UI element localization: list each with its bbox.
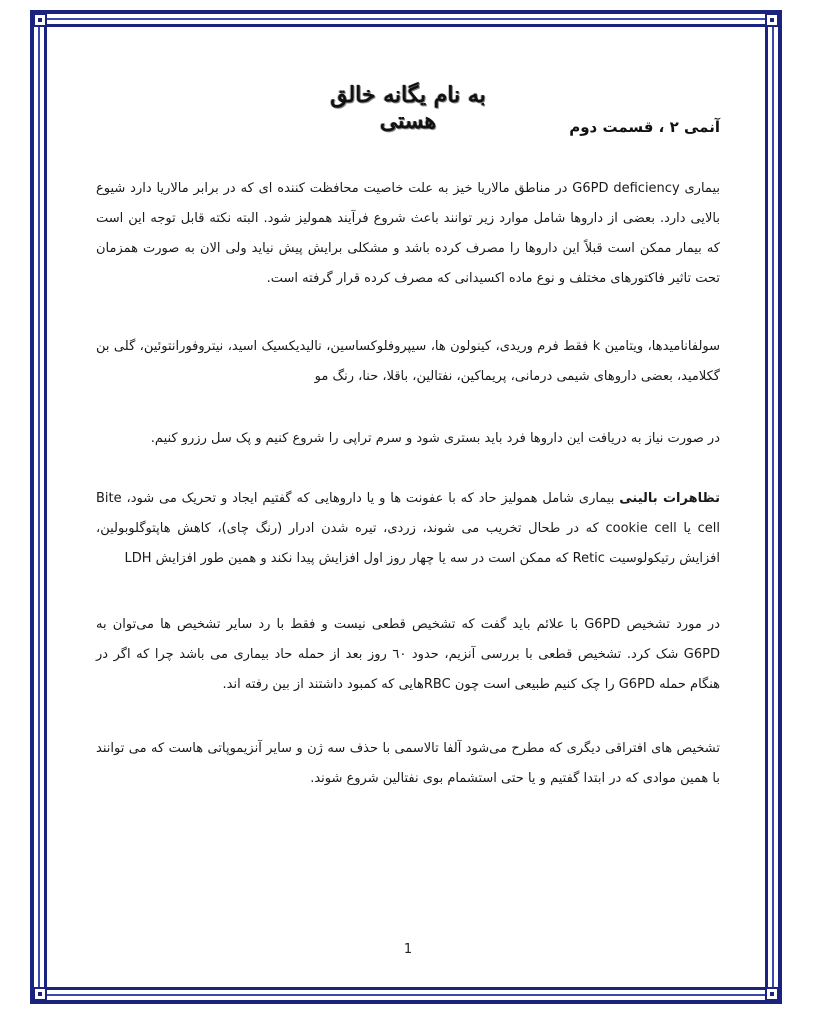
clinical-manifestations-label: تظاهرات بالینی bbox=[619, 491, 721, 506]
paragraph-clinical-manifestations bbox=[96, 484, 720, 574]
bismillah-heading: به نام یگانه خالق هستی bbox=[330, 82, 486, 134]
corner-ornament-top-left bbox=[33, 13, 47, 27]
paragraph-differential-diagnosis: تشخیص های افتراقی دیگری که مطرح می‌شود آلفا تالاسمی با حذف سه ژن و سایر آنزیموپاتی هاست که می توانند با همین موادی که در ابتدا گفتیم و یا حتی استشمام بوی نفتالین شروع شوند. bbox=[96, 741, 720, 786]
corner-ornament-top-right bbox=[765, 13, 779, 27]
document-subtitle: آنمی ۲ ، قسمت دوم bbox=[569, 118, 720, 136]
page-number: 1 bbox=[403, 942, 413, 957]
paragraph-admission-note: در صورت نیاز به دریافت این داروها فرد باید بستری شود و سرم تراپی را شروع کنیم و پک سل رزرو کنیم. bbox=[150, 431, 720, 446]
paragraph-diagnosis: در مورد تشخیص G6PD با علائم باید گفت که تشخیص قطعی نیست و فقط با رد سایر تشخیص ها می‌توان به G6PD شک کرد. تشخیص قطعی با بررسی آنزیم، حدود ٦٠ روز بعد از حمله حاد بیماری می باشد چرا که اگر در هنگام حمله G6PD را چک کنیم طبیعی است چون RBCهایی که کمبود داشتند از بین رفته اند. bbox=[96, 617, 720, 692]
corner-ornament-bottom-right bbox=[765, 987, 779, 1001]
paragraph-drug-list: سولفانامیدها، ویتامین k فقط فرم وریدی، کینولون ها، سیپروفلوکساسین، نالیدیکسیک اسید، نیتروفورانتوئین، گلی بن گکلامید، بعضی داروهای شیمی درمانی، پریماکین، نفتالین، باقلا، حنا، رنگ مو bbox=[96, 339, 721, 384]
paragraph-g6pd-intro: بیماری G6PD deficiency در مناطق مالاریا خیز به علت خاصیت محافظت کننده ای که در برابر مالاریا دارد شیوع بالایی دارد. بعضی از داروها شامل موارد زیر توانند باعث شروع فرآیند همولیز شود. البته نکته قابل توجه این است که بیمار ممکن است قبلاً این داروها را مصرف کرده باشد و مشکلی برایش پیش نیاید ولی الان به صورت همزمان تحت تاثیر فاکتورهای مختلف و نوع ماده اکسیدانی که مصرف کرده قرار گرفته است. bbox=[96, 181, 720, 286]
corner-ornament-bottom-left bbox=[33, 987, 47, 1001]
clinical-manifestations-text: بیماری شامل همولیز حاد که با عفونت ها و یا داروهایی که گفتیم ایجاد و تحریک می شود، Bite cell یا cookie cell که در طحال تخریب می شوند، زردی، تیره شدن ادرار (رنگ چای)، کاهش هاپتوگلوبولین، افزایش رتیکولوسیت Retic که ممکن است در سه یا چهار روز اول افزایش پیدا نکند و همین طور افزایش LDH bbox=[96, 491, 721, 566]
